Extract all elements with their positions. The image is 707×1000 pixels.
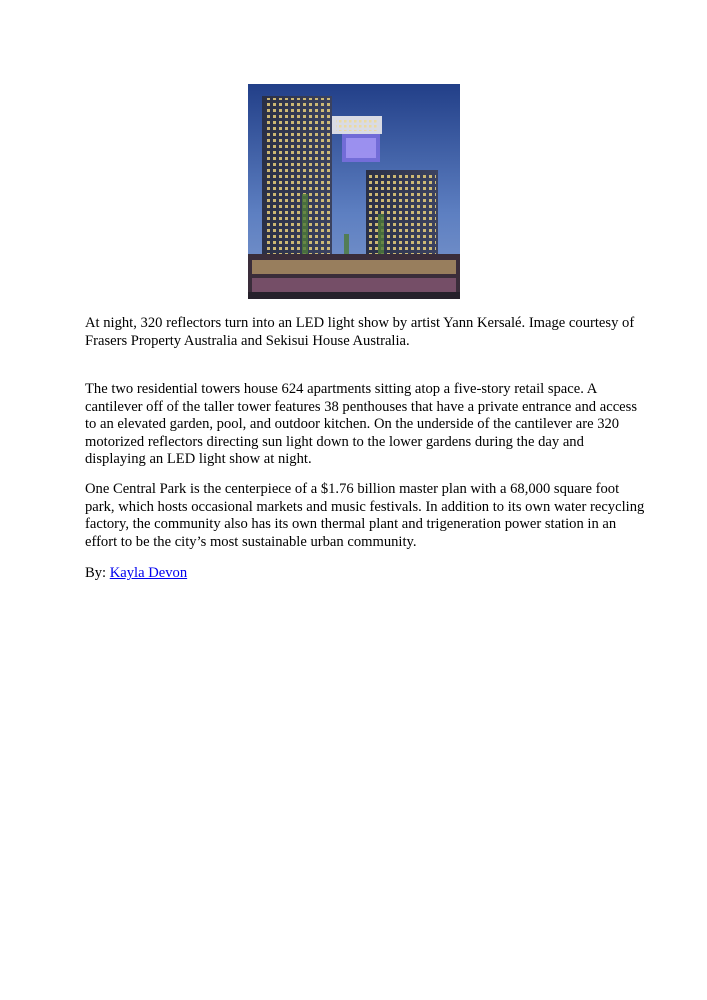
article-paragraph-park: One Central Park is the centerpiece of a $1.76 billion master plan with a 68,000 square foot park, which hosts occasional markets and music festivals. In addition to its own water recycling factory, the community also has its own thermal plant and trigeneration power station in an effort to be the city’s most sustainable urban community. xyxy=(85,481,645,550)
image-caption: At night, 320 reflectors turn into an LED light show by artist Yann Kersalé. Image courtesy of Frasers Property Australia and Sekisui House Australia. xyxy=(85,315,635,349)
byline-prefix: By: xyxy=(85,565,110,581)
byline xyxy=(85,565,645,583)
author-link[interactable]: Kayla Devon xyxy=(109,565,188,581)
building-photo xyxy=(248,84,460,299)
night-tower-illustration xyxy=(248,84,460,299)
article-paragraph-towers: The two residential towers house 624 apartments sitting atop a five-story retail space. A cantilever off of the taller tower features 38 penthouses that have a private entrance and access to an elevated garden, pool, and outdoor kitchen. On the underside of the cantilever are 320 motorized reflectors directing sun light down to the lower gardens during the day and displaying an LED light show at night. xyxy=(85,381,638,467)
